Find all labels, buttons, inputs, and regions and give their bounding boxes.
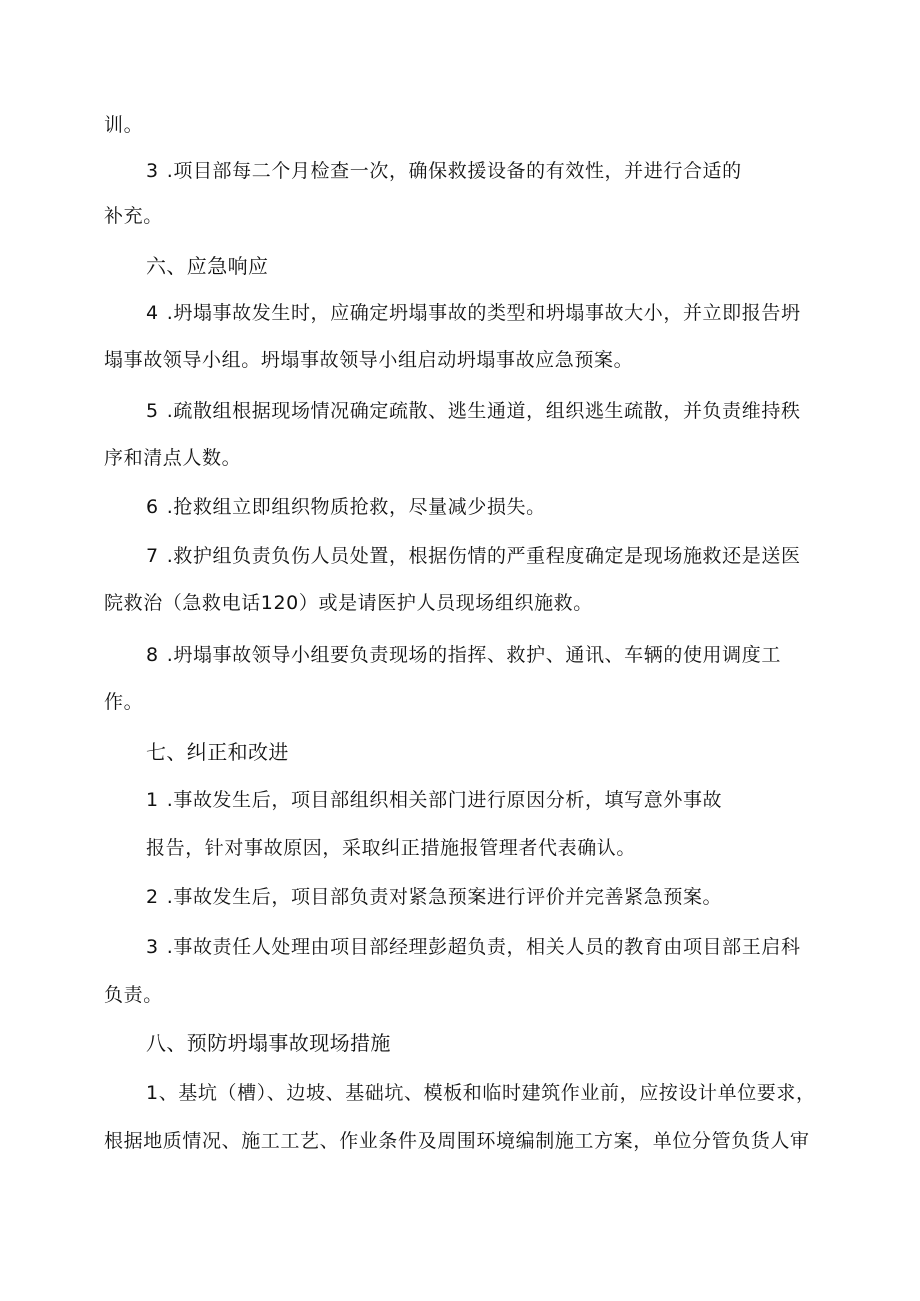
item-text: .坍塌事故发生时，应确定坍塌事故的类型和坍塌事故大小，并立即报告坍 — [166, 302, 801, 324]
item-text: .救护组负责负伤人员处置，根据伤情的严重程度确定是现场施救还是送医 — [166, 545, 801, 567]
section-7-heading: 七、纠正和改进 — [146, 740, 289, 764]
item-number: 1 — [146, 789, 159, 811]
item-7-2-line1 — [146, 884, 722, 910]
item-4-line1 — [146, 300, 801, 326]
item-number: 6 — [146, 496, 159, 518]
item-number: 4 — [146, 302, 159, 324]
item-text: .疏散组根据现场情况确定疏散、逃生通道，组织逃生疏散，并负责维持秩 — [166, 400, 801, 422]
continuation-text: 训。 — [104, 114, 144, 136]
item-7-1-line2: 报告，针对事故原因，采取纠正措施报管理者代表确认。 — [146, 837, 637, 859]
item-number: 5 — [146, 400, 159, 422]
item-number: 3 — [146, 160, 159, 182]
section-6-heading: 六、应急响应 — [146, 254, 269, 278]
item-7-line1 — [146, 543, 801, 569]
item-3a-line1 — [146, 158, 742, 184]
item-5-line1 — [146, 398, 801, 424]
item-number: 3 — [146, 936, 159, 958]
item-3a-line2: 补充。 — [104, 205, 163, 227]
item-7-line2: 院救治（急救电话120）或是请医护人员现场组织施救。 — [104, 592, 593, 614]
item-7-1-line1 — [146, 787, 722, 813]
item-8-1-line2: 根据地质情况、施工工艺、作业条件及周围环境编制施工方案，单位分管负货人审 — [104, 1130, 810, 1152]
item-text: .项目部每二个月检查一次，确保救援设备的有效性，并进行合适的 — [166, 160, 742, 182]
item-7-3-line1 — [146, 934, 801, 960]
item-8-line2: 作。 — [104, 691, 144, 713]
item-7-3-line2: 负责。 — [104, 984, 163, 1006]
item-5-line2: 序和清点人数。 — [104, 447, 242, 469]
item-number: 2 — [146, 886, 159, 908]
item-8-1-line1: 1、基坑（槽）、边坡、基础坑、模板和临时建筑作业前，应按设计单位要求， — [146, 1082, 816, 1104]
item-6-line1 — [146, 494, 546, 520]
item-4-line2: 塌事故领导小组。坍塌事故领导小组启动坍塌事故应急预案。 — [104, 349, 634, 371]
item-number: 8 — [146, 644, 159, 666]
item-text: .事故发生后，项目部负责对紧急预案进行评价并完善紧急预案。 — [166, 886, 723, 908]
item-text: .事故责任人处理由项目部经理彭超负责，相关人员的教育由项目部王启科 — [166, 936, 801, 958]
item-text: .坍塌事故领导小组要负责现场的指挥、救护、通讯、车辆的使用调度工 — [166, 644, 781, 666]
section-8-heading: 八、预防坍塌事故现场措施 — [146, 1031, 391, 1055]
item-number: 7 — [146, 545, 159, 567]
item-text: .抢救组立即组织物质抢救，尽量减少损失。 — [166, 496, 546, 518]
item-8-line1 — [146, 642, 781, 668]
item-text: .事故发生后，项目部组织相关部门进行原因分析，填写意外事故 — [166, 789, 723, 811]
